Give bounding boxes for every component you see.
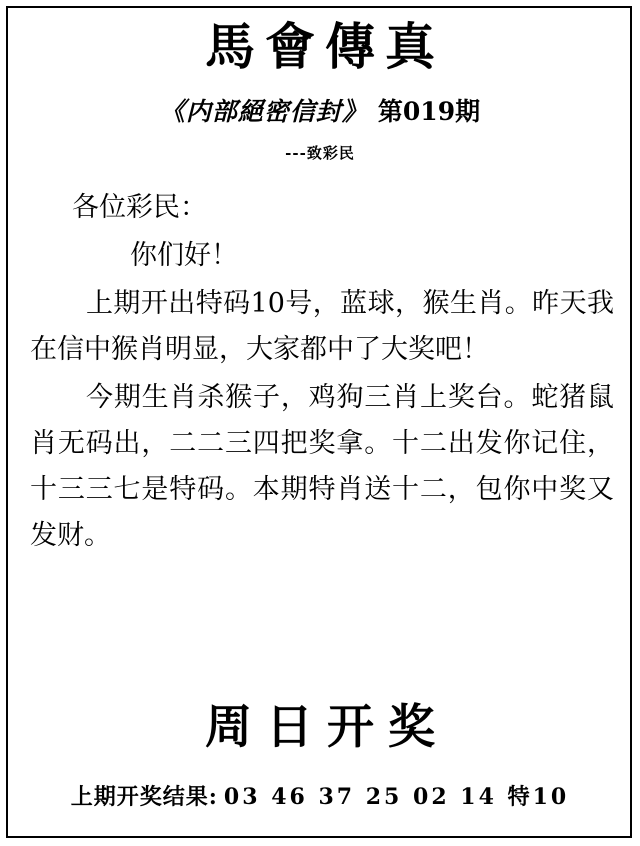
issue-number: 第019期 <box>377 97 481 126</box>
page-title: 馬會傳真 <box>205 17 445 76</box>
body-text <box>30 185 614 561</box>
footer-numbers: 03 46 37 25 02 14 特10 <box>223 784 570 810</box>
previous-result-paragraph: 上期开出特码10号，蓝球，猴生肖。昨天我在信中猴肖明显，大家都中了大奖吧！ <box>30 288 614 365</box>
subtitle-text: 《内部絕密信封》 <box>159 97 368 126</box>
draw-day-banner: 周日开奖 <box>205 700 449 755</box>
salutation-paragraph: 各位彩民： <box>72 192 207 223</box>
dedication-text: ---致彩民 <box>285 144 355 162</box>
subtitle-line <box>0 92 640 128</box>
previous-draw-footer <box>0 780 640 811</box>
prediction-paragraph: 今期生肖杀猴子，鸡狗三肖上奖台。蛇猪鼠肖无码出，二二三四把奖拿。十二出发你记住，十三三七是特码。本期特肖送十二，包你中奖又发财。 <box>30 382 614 551</box>
footer-label: 上期开奖结果: <box>70 784 218 810</box>
greeting-paragraph: 你们好！ <box>130 240 238 271</box>
